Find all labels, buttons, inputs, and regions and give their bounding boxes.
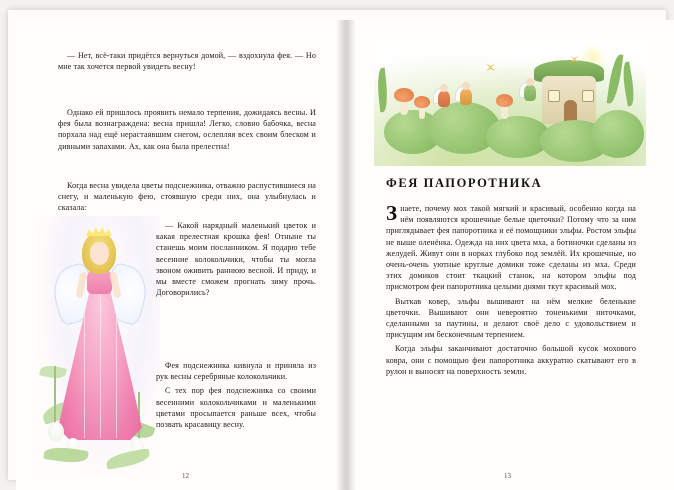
left-text-block-3: [58, 180, 316, 217]
mushroom-cap: [394, 88, 414, 102]
paragraph: Фея подснежника кивнула и приняла из рук весны серебряные колокольчики.: [156, 361, 316, 382]
stem-shape: [54, 366, 56, 430]
elf-head: [462, 82, 470, 90]
mushroom-cap: [496, 94, 513, 107]
paragraph: — Нет, всё-таки придётся вернуться домой, — вздохнула фея. — Но мне так хочется первой увидеть весну!: [58, 51, 316, 72]
right-text-block: [386, 203, 636, 380]
dress-fold: [116, 298, 117, 438]
paragraph: Когда эльфы заканчивают достаточно большой кусок мохового ковра, они с помощью феи папоротника аккуратно скатывают его в рулон и выносят на поверхность земли.: [386, 344, 636, 376]
face-shape: [90, 242, 109, 265]
drop-cap: З: [386, 201, 398, 225]
mushroom-shape: [414, 96, 430, 118]
house-window: [582, 90, 594, 102]
page-number-left: 12: [182, 472, 189, 480]
elf-body: [438, 91, 450, 107]
page-number-right: 13: [504, 472, 511, 480]
bush-shape: [592, 110, 644, 158]
dress-fold: [84, 298, 85, 438]
paragraph: Выткав ковер, эльфы вышивают на нём мелкие беленькие цветочки. Вышивают они невероятно тоненькими ниточками, сделанными за паутины, и делают своё дело с удовольствием и присущим им бесконечным терпением.: [386, 296, 636, 340]
snowdrop-flower: [48, 422, 64, 442]
book-pages: [8, 10, 666, 480]
left-text-block-2: [58, 107, 316, 155]
mushroom-shape: [394, 88, 414, 114]
mushroom-shape: [496, 94, 513, 118]
dress-fold: [100, 294, 101, 438]
left-text-block-1: [58, 50, 316, 75]
fairy-body: [524, 85, 536, 101]
fairy-figure: [524, 78, 538, 104]
chapter-title: ФЕЯ ПАПОРОТНИКА: [386, 176, 543, 190]
left-text-block-5: [156, 360, 316, 433]
fern-fairy-illustration: [374, 38, 646, 166]
left-page: [16, 20, 346, 490]
paragraph: Когда весна увидела цветы подснежника, отважно распустившиеся на снегу, и маленькую фею, стоявшую среди них, она улыбнулась и сказала:: [58, 181, 316, 213]
elf-figure: [460, 82, 474, 106]
right-page: [346, 20, 674, 490]
elf-figure: [438, 84, 452, 108]
house-window: [548, 90, 560, 102]
mushroom-cap: [414, 96, 430, 108]
left-text-block-4: [156, 220, 316, 301]
elf-head: [440, 84, 448, 92]
paragraph: Однако ей пришлось проявить немало терпения, дожидаясь весны. И фея была вознаграждена: весна пришла! Легко, словно бабочка, весна порхала над ещё нерастаявшим снегом, ослепляя всех своим блеском и дивными запахами. Ах, как она была прелестна!: [58, 108, 316, 151]
paragraph-with-dropcap: [386, 203, 636, 293]
paragraph: — Какой нарядный маленький цветок и какая прелестная крошка фея! Отныне ты станешь моим посланником. Я подарю тебе весенние колокольчики, чтобы ты могла звоном оживить раннюю весной. И приду, и мы вместе сможем прогнать зиму прочь. Договорились?: [156, 221, 316, 298]
paragraph-text: наете, почему мох такой мягкий и красивый, особенно когда на нём появляются крошечные белые цветочки? Потому что за ним приглядывает фея папоротника и её помощники эльфы. Ростом эльфы не выше оленёнка. Одежда на них цвета мха, а ботиночки сделаны из желудей. Живут они в норках глубоко под землёй. Их крошечные, но очень-очень уютные круглые домики тоже сделаны из мха. Среди этих домиков стоит ткацкий станок, на котором эльфы под присмотром феи папоротника целыми днями ткут красивый мох.: [386, 204, 636, 292]
elf-body: [460, 89, 472, 105]
fairy-head: [526, 78, 534, 86]
paragraph: С тех пор фея подснежника со своими весенними колокольчиками и маленькими цветами просыпается раньше всех, чтобы позвать красавицу весну.: [156, 386, 316, 430]
fairy-illustration: [38, 216, 160, 474]
